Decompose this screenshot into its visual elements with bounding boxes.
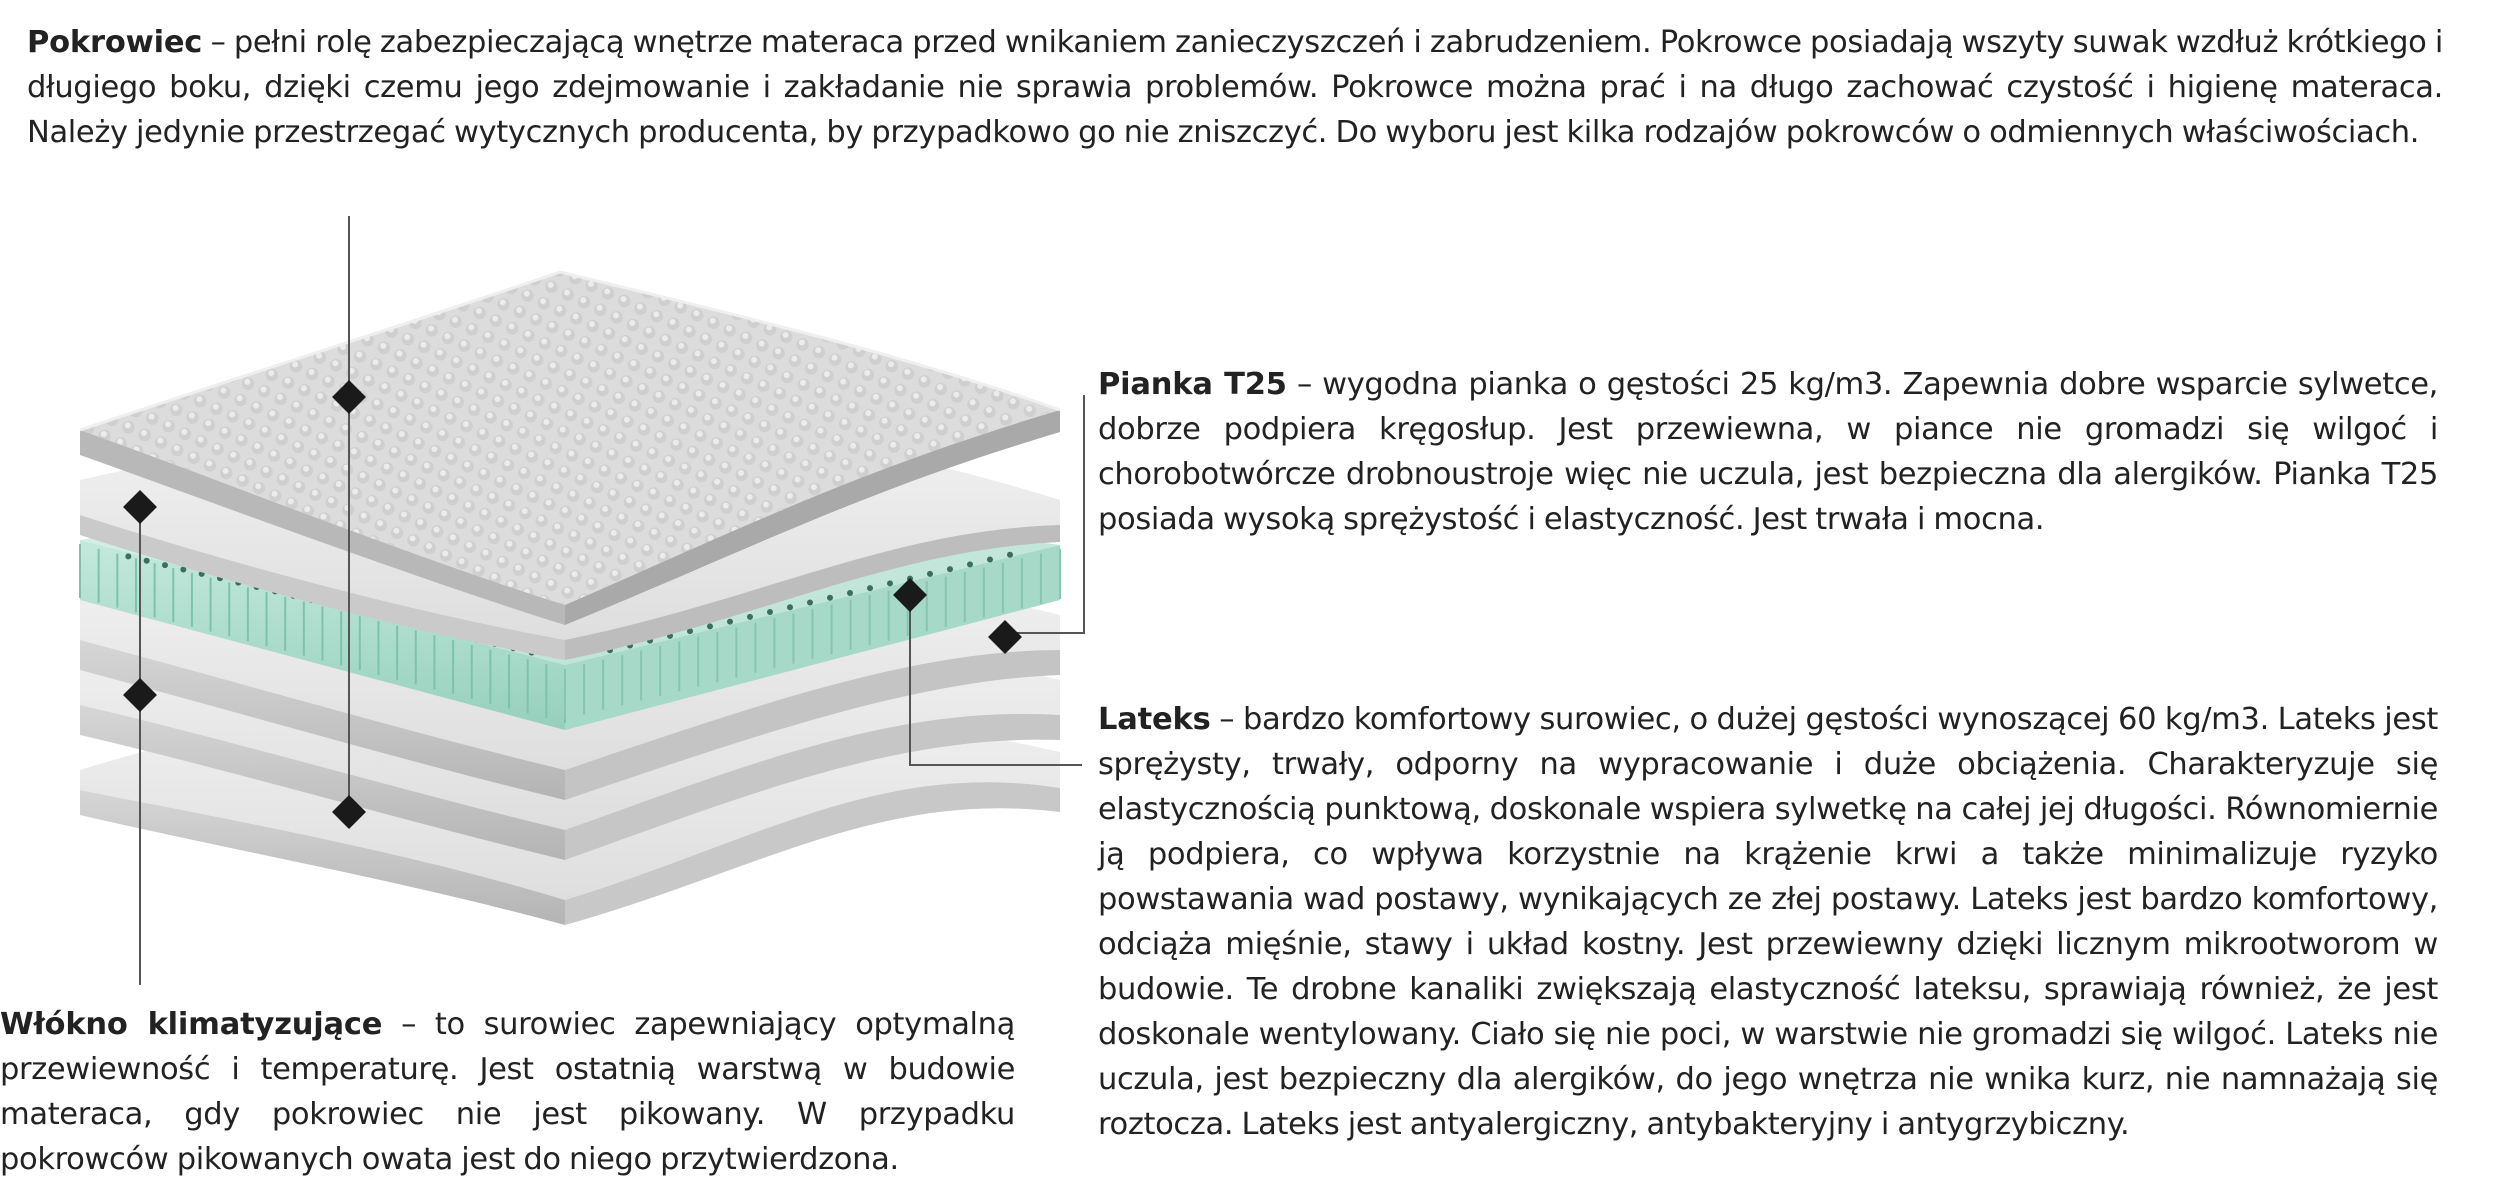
latex-hole [807, 600, 813, 606]
latex-hole [1007, 552, 1013, 558]
latex-hole [947, 566, 953, 572]
latex-hole [827, 595, 833, 601]
latex-hole [162, 562, 168, 568]
latex-hole [847, 590, 853, 596]
latex-hole [707, 623, 713, 629]
wlokno-description [0, 1002, 1015, 1182]
wlokno-title: Włókno klimatyzujące [0, 1007, 383, 1042]
latex-hole [747, 614, 753, 620]
pokrowiec-description [27, 20, 2443, 155]
lateks-description [1098, 697, 2438, 1147]
latex-hole [125, 553, 131, 559]
lateks-body: – bardzo komfortowy surowiec, o dużej gęstości wynoszącej 60 kg/m3. Lateks jest sprężysty, trwały, odporny na wypracowanie i duże obciążenia. Charakteryzuje się elastycznością punktową, doskonale wspiera sylwetkę na całej jej długości. Równomiernie ją podpiera, co wpływa korzystnie na krążenie krwi a także minimalizuje ryzyko powstawania wad postawy, wynikających ze złej postawy. Lateks jest bardzo komfortowy, odciąża mięśnie, stawy i układ kostny. Jest przewiewny dzięki licznym mikrootworom w budowie. Te drobne kanaliki zwiększają elastyczność lateksu, sprawiają również, że jest doskonale wentylowany. Ciało się nie poci, w warstwie nie gromadzi się wilgoć. Lateks nie uczula, jest bezpieczny dla alergików, do jego wnętrza nie wnika kurz, nie namnażają się roztocza. Lateks jest antyalergiczny, antybakteryjny i antygrzybiczny. [1098, 702, 2438, 1142]
pokrowiec-body: – pełni rolę zabezpieczającą wnętrze materaca przed wnikaniem zanieczyszczeń i zabrudzeniem. Pokrowce posiadają wszyty suwak wzdłuż krótkiego i długiego boku, dzięki czemu jego zdejmowanie i zakładanie nie sprawia problemów. Pokrowce można prać i na długo zachować czystość i higienę materaca. Należy jedynie przestrzegać wytycznych producenta, by przypadkowo go nie zniszczyć. Do wyboru jest kilka rodzajów pokrowców o odmiennych właściwościach. [27, 25, 2443, 150]
pianka-description [1098, 362, 2438, 542]
latex-hole [887, 580, 893, 586]
latex-hole [727, 619, 733, 625]
lateks-title: Lateks [1098, 702, 1211, 737]
latex-hole [787, 604, 793, 610]
latex-hole [144, 558, 150, 564]
pokrowiec-title: Pokrowiec [27, 25, 203, 60]
latex-hole [987, 557, 993, 563]
pianka-body: – wygodna pianka o gęstości 25 kg/m3. Zapewnia dobre wsparcie sylwetce, dobrze podpiera kręgosłup. Jest przewiewna, w piance nie gromadzi się wilgoć i chorobotwórcze drobnoustroje więc nie uczula, jest bezpieczna dla alergików. Pianka T25 posiada wysoką sprężystość i elastyczność. Jest trwała i mocna. [1098, 367, 2438, 537]
latex-hole [927, 571, 933, 577]
latex-hole [967, 561, 973, 567]
pianka-title: Pianka T25 [1098, 367, 1287, 402]
wlokno-body: – to surowiec zapewniający optymalną przewiewność i temperaturę. Jest ostatnią warstwą w budowie materaca, gdy pokrowiec nie jest pikowany. W przypadku pokrowców pikowanych owata jest do niego przytwierdzona. [0, 1007, 1015, 1177]
latex-hole [767, 609, 773, 615]
latex-hole [867, 585, 873, 591]
